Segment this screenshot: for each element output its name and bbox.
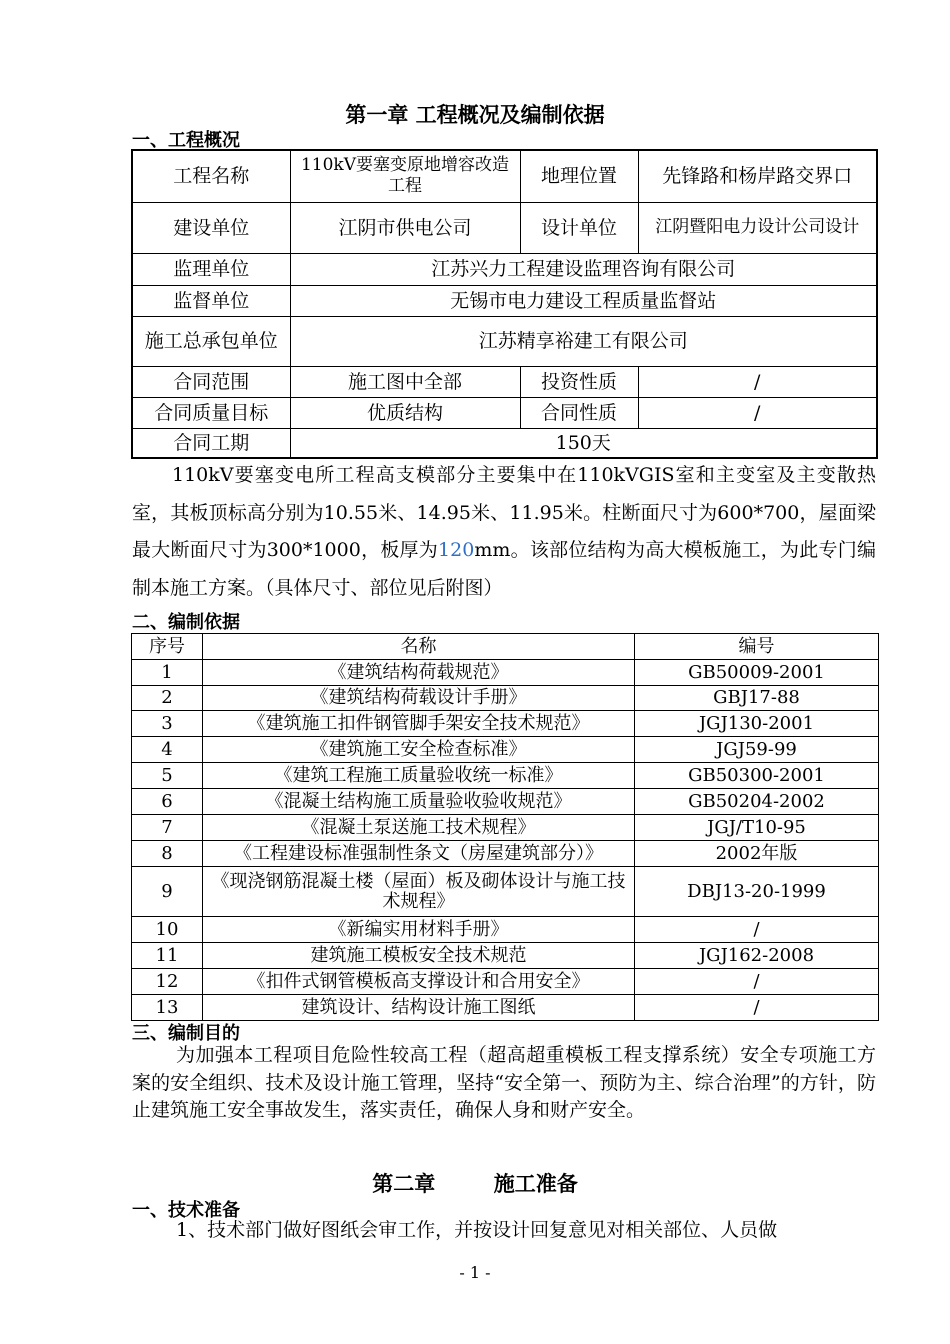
scope-label: 合同范围 — [132, 366, 290, 397]
row-name: 《新编实用材料手册》 — [203, 917, 635, 943]
row-name: 《混凝土结构施工质量验收验收规范》 — [203, 789, 635, 815]
header-index: 序号 — [132, 634, 203, 660]
table-row — [132, 763, 879, 789]
row-code: JGJ130-2001 — [635, 711, 879, 737]
table-row — [132, 815, 879, 841]
intro-text-b: mm。该部位结构为高大模板施工，为此专门编制本施工方案。（具体尺寸、部位见后附图） — [132, 539, 876, 599]
table-row — [132, 737, 879, 763]
row-name: 《建筑施工扣件钢管脚手架安全技术规范》 — [203, 711, 635, 737]
table-row — [132, 686, 879, 711]
page-number: - 1 - — [459, 1263, 491, 1282]
basis-table — [131, 633, 879, 1021]
table-row — [132, 969, 879, 995]
scope-value: 施工图中全部 — [290, 366, 520, 397]
inspector-label: 监督单位 — [132, 285, 290, 316]
row-code: GB50009-2001 — [635, 660, 879, 686]
row-index: 10 — [132, 917, 203, 943]
row-name: 《混凝土泵送施工技术规程》 — [203, 815, 635, 841]
investment-label: 投资性质 — [520, 366, 638, 397]
intro-text-a: 110kV要塞变电所工程高支模部分主要集中在110kVGIS室和主变室及主变散热室，其板顶标高分别为10.55米、14.95米、11.95米。柱断面尺寸为600*700，屋面梁最大断面尺寸为300*1000，板厚为 — [132, 464, 876, 561]
row-code: JGJ/T10-95 — [635, 815, 879, 841]
row-code: GB50204-2002 — [635, 789, 879, 815]
contract-type-label: 合同性质 — [520, 397, 638, 428]
table-row — [132, 285, 877, 316]
inspector-value: 无锡市电力建设工程质量监督站 — [290, 285, 877, 316]
table-row — [132, 995, 879, 1021]
supervisor-value: 江苏兴力工程建设监理咨询有限公司 — [290, 253, 877, 285]
duration-label: 合同工期 — [132, 428, 290, 458]
row-index: 9 — [132, 867, 203, 917]
project-name-label: 工程名称 — [132, 150, 290, 202]
quality-label: 合同质量目标 — [132, 397, 290, 428]
row-code: DBJ13-20-1999 — [635, 867, 879, 917]
section-purpose-title: 三、编制目的 — [132, 1023, 240, 1044]
table-row — [132, 397, 877, 428]
table-row — [132, 917, 879, 943]
row-index: 8 — [132, 841, 203, 867]
builder-value: 江阴市供电公司 — [290, 202, 520, 253]
row-name: 《现浇钢筋混凝土楼（屋面）板及砌体设计与施工技术规程》 — [203, 867, 635, 917]
row-index: 5 — [132, 763, 203, 789]
row-code: / — [635, 917, 879, 943]
table-row — [132, 711, 879, 737]
row-code: GB50300-2001 — [635, 763, 879, 789]
row-code: JGJ59-99 — [635, 737, 879, 763]
table-row — [132, 150, 877, 202]
contractor-label: 施工总承包单位 — [132, 316, 290, 366]
section-tech-prep-title: 一、技术准备 — [132, 1200, 240, 1221]
section-basis-title: 二、编制依据 — [132, 612, 240, 633]
intro-paragraph — [132, 457, 876, 607]
location-value: 先锋路和杨岸路交界口 — [638, 150, 877, 202]
project-overview-table — [131, 149, 878, 459]
section-overview-title: 一、工程概况 — [132, 130, 240, 151]
row-name: 《扣件式钢管模板高支撑设计和合用安全》 — [203, 969, 635, 995]
table-row — [132, 789, 879, 815]
row-name: 《建筑施工安全检查标准》 — [203, 737, 635, 763]
builder-label: 建设单位 — [132, 202, 290, 253]
header-code: 编号 — [635, 634, 879, 660]
row-index: 2 — [132, 686, 203, 711]
row-index: 11 — [132, 943, 203, 969]
investment-value: / — [638, 366, 877, 397]
table-row — [132, 202, 877, 253]
table-row — [132, 253, 877, 285]
designer-value: 江阴暨阳电力设计公司设计 — [638, 202, 877, 253]
row-name: 《建筑工程施工质量验收统一标准》 — [203, 763, 635, 789]
chapter-2-title: 第二章 施工准备 — [372, 1172, 578, 1196]
row-name: 《建筑结构荷载规范》 — [203, 660, 635, 686]
tech-prep-paragraph — [132, 1217, 876, 1244]
table-row — [132, 316, 877, 366]
location-label: 地理位置 — [520, 150, 638, 202]
row-name: 建筑施工模板安全技术规范 — [203, 943, 635, 969]
duration-value: 150天 — [290, 428, 877, 458]
purpose-text: 为加强本工程项目危险性较高工程（超高超重模板工程支撑系统）安全专项施工方案的安全组织、技术及设计施工管理，坚持“安全第一、预防为主、综合治理”的方针，防止建筑施工安全事故发生，落实责任，确保人身和财产安全。 — [132, 1044, 876, 1121]
row-index: 1 — [132, 660, 203, 686]
purpose-paragraph — [132, 1042, 876, 1125]
table-header-row — [132, 634, 879, 660]
slab-thickness: 120 — [438, 539, 475, 561]
chapter-1-title: 第一章 工程概况及编制依据 — [345, 103, 605, 127]
row-index: 12 — [132, 969, 203, 995]
supervisor-label: 监理单位 — [132, 253, 290, 285]
project-name-value: 110kV要塞变原地增容改造工程 — [290, 150, 520, 202]
contract-type-value: / — [638, 397, 877, 428]
table-row — [132, 366, 877, 397]
contractor-value: 江苏精享裕建工有限公司 — [290, 316, 877, 366]
table-row — [132, 841, 879, 867]
table-row — [132, 867, 879, 917]
row-name: 建筑设计、结构设计施工图纸 — [203, 995, 635, 1021]
row-index: 6 — [132, 789, 203, 815]
row-index: 3 — [132, 711, 203, 737]
row-code: 2002年版 — [635, 841, 879, 867]
row-index: 7 — [132, 815, 203, 841]
row-code: / — [635, 969, 879, 995]
row-index: 13 — [132, 995, 203, 1021]
row-code: JGJ162-2008 — [635, 943, 879, 969]
row-name: 《工程建设标准强制性条文（房屋建筑部分）》 — [203, 841, 635, 867]
tech-prep-text: 1、技术部门做好图纸会审工作，并按设计回复意见对相关部位、人员做 — [176, 1219, 778, 1241]
row-code: / — [635, 995, 879, 1021]
row-name: 《建筑结构荷载设计手册》 — [203, 686, 635, 711]
table-row — [132, 660, 879, 686]
table-row — [132, 428, 877, 458]
designer-label: 设计单位 — [520, 202, 638, 253]
row-index: 4 — [132, 737, 203, 763]
quality-value: 优质结构 — [290, 397, 520, 428]
table-row — [132, 943, 879, 969]
header-name: 名称 — [203, 634, 635, 660]
row-code: GBJ17-88 — [635, 686, 879, 711]
